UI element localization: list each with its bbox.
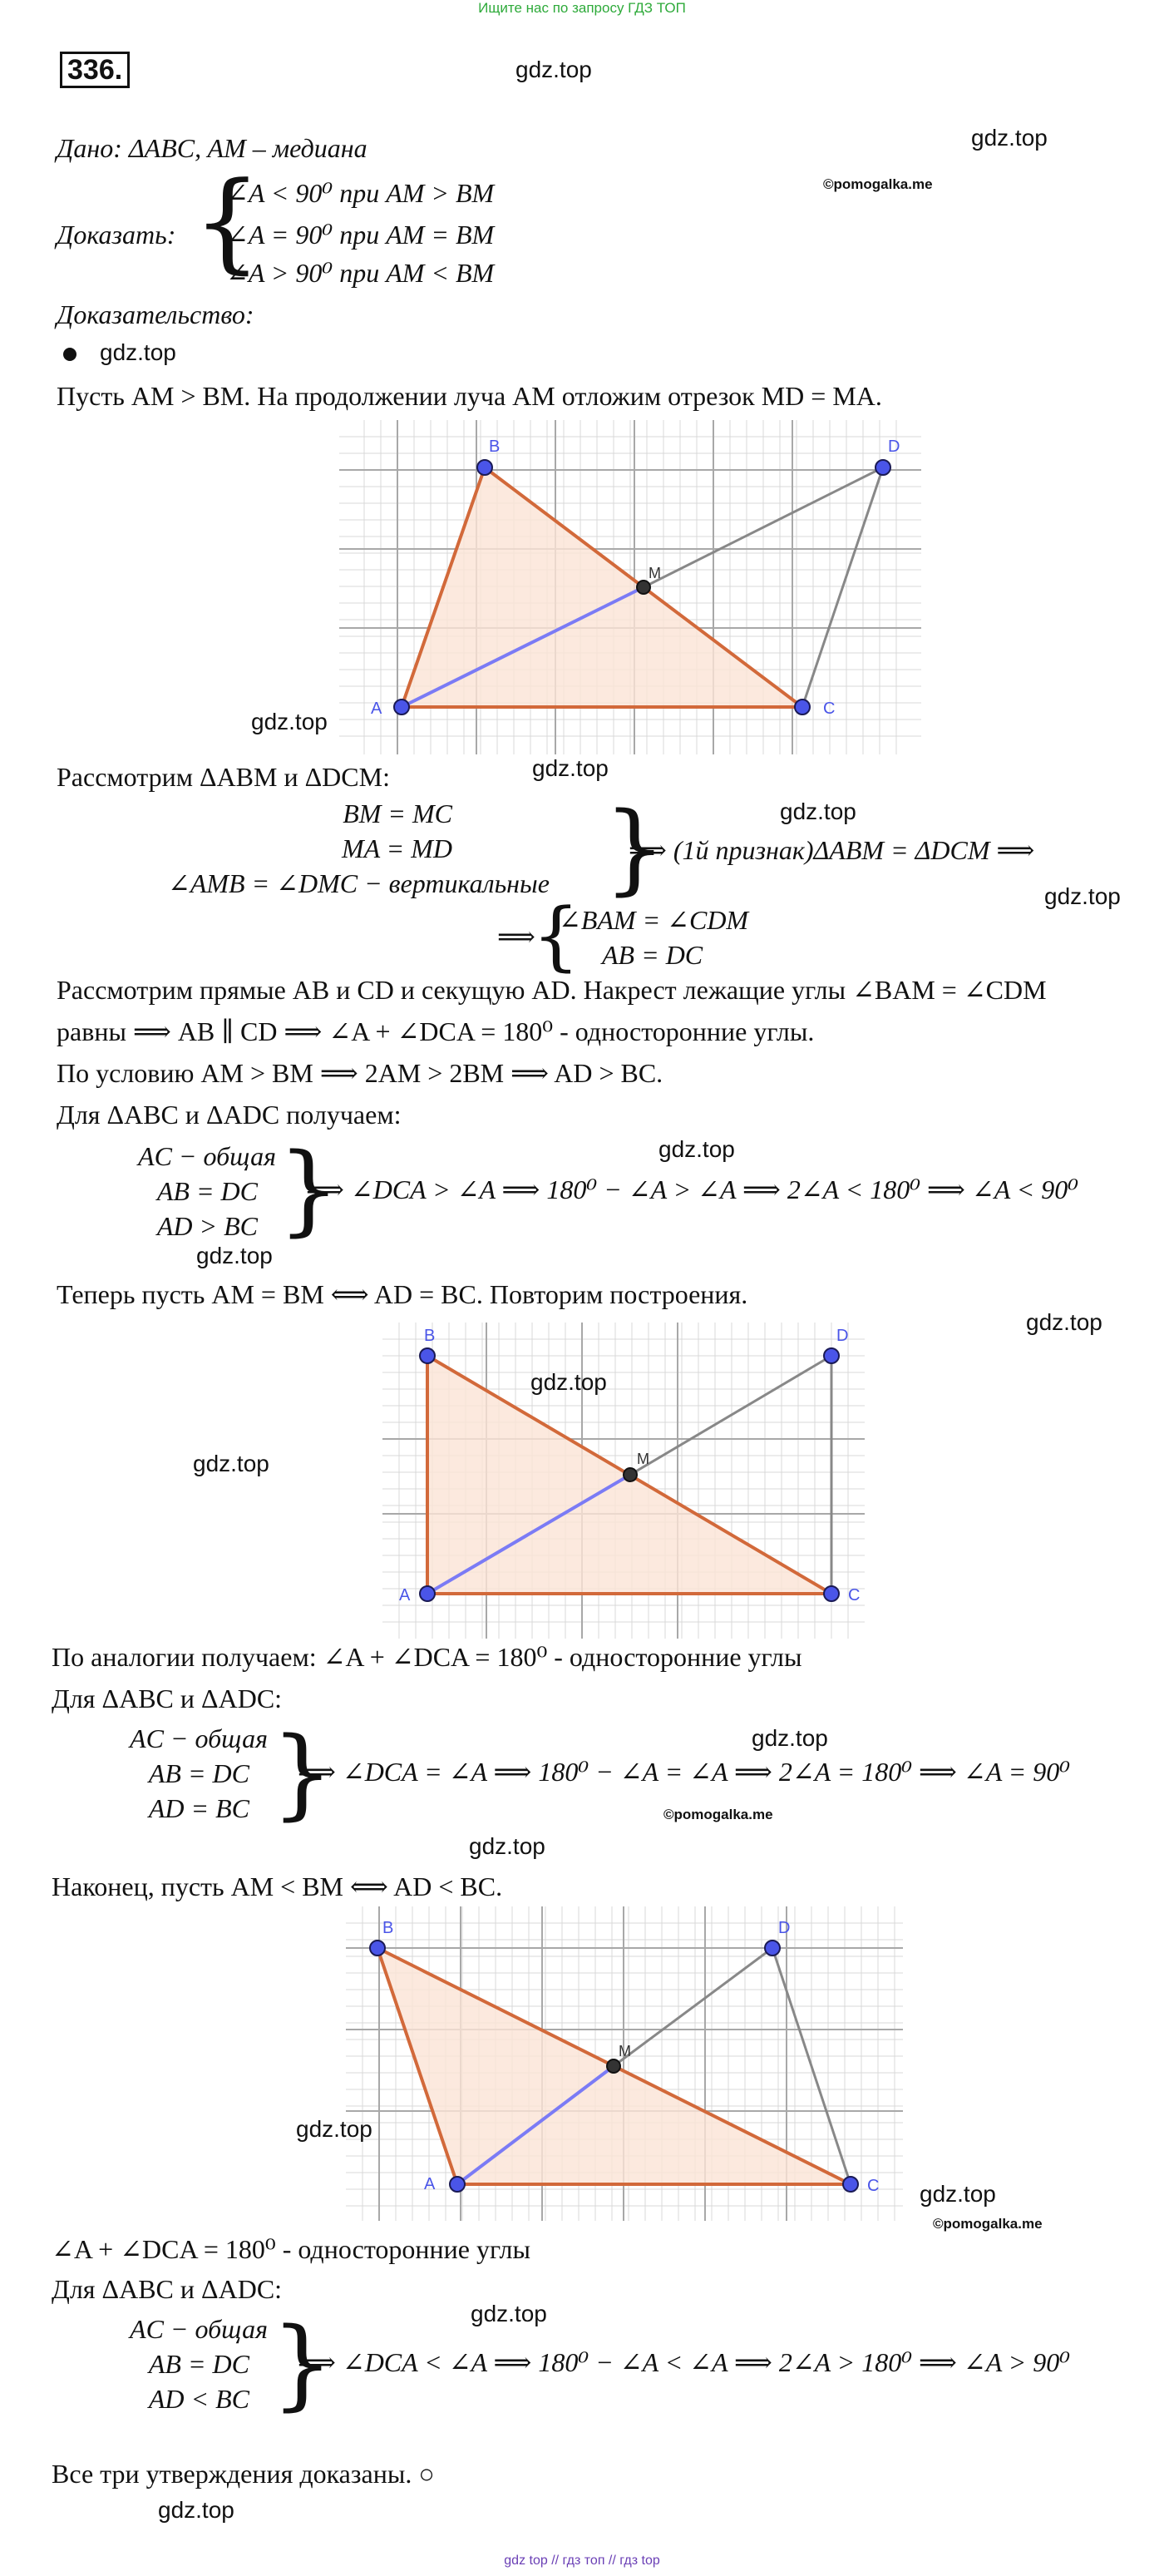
watermark: gdz.top: [251, 709, 328, 734]
given-label: Дано: [57, 133, 114, 163]
label-c: C: [848, 1586, 861, 1604]
point-a: [450, 2177, 465, 2192]
point-a: [394, 700, 409, 714]
case3-sys-brace: }: [271, 2306, 334, 2420]
conclusion: Все три утверждения доказаны. ○: [52, 2459, 435, 2489]
prove-line: ∠A < 90⁰ при AM > BM: [226, 178, 495, 208]
case1-eq-result: ⟹ (1й признак)ΔABM = ΔDCM ⟹: [629, 835, 1035, 865]
watermark: gdz.top: [196, 1243, 273, 1268]
case1-intro: Пусть AM > BM. На продолжении луча AM отложим отрезок MD = MA.: [57, 381, 882, 411]
given-text: : ΔABC, AM – медиана: [113, 133, 367, 163]
case1-conseq-line: ∠BAM = ∠CDM: [559, 905, 749, 935]
label-d: D: [778, 1919, 791, 1937]
case1-conseq-arrow: ⟹: [497, 922, 535, 952]
case2-sys-result: ⟹ ∠DCA = ∠A ⟹ 180⁰ − ∠A = ∠A ⟹ 2∠A = 180⁰ ⟹ ∠A = 90⁰: [298, 1757, 1071, 1787]
watermark-pomogalka: ©pomogalka.me: [933, 2216, 1043, 2232]
case1-eq-line: BM = MC: [343, 799, 452, 828]
label-a: A: [399, 1586, 411, 1604]
prove-line: ∠A > 90⁰ при AM < BM: [226, 258, 495, 288]
watermark: gdz.top: [920, 2181, 996, 2207]
watermark: gdz.top: [1044, 883, 1121, 909]
figure-2: [382, 1323, 865, 1639]
label-b: B: [382, 1919, 394, 1937]
watermark: gdz.top: [752, 1725, 828, 1751]
case1-lines-text: равны ⟹ AB ∥ CD ⟹ ∠A + ∠DCA = 180⁰ - односторонние углы.: [57, 1016, 815, 1046]
label-b: B: [424, 1327, 436, 1345]
watermark: gdz.top: [296, 2116, 372, 2142]
case1-sys-brace: }: [278, 1131, 341, 1246]
label-b: B: [489, 438, 501, 456]
case3-sys-result: ⟹ ∠DCA < ∠A ⟹ 180⁰ − ∠A < ∠A ⟹ 2∠A > 180⁰ ⟹ ∠A > 90⁰: [298, 2347, 1071, 2377]
case1-conseq-line: AB = DC: [602, 940, 703, 970]
case3-intro: Наконец, пусть AM < BM ⟺ AD < BC.: [52, 1871, 503, 1901]
case1-lines-text: Рассмотрим прямые AB и CD и секущую AD. Накрест лежащие углы ∠BAM = ∠CDM: [57, 975, 1047, 1005]
case1-consider: Рассмотрим ΔABM и ΔDCM:: [57, 762, 390, 792]
case3-angle-sum: ∠A + ∠DCA = 180⁰ - односторонние углы: [52, 2234, 530, 2264]
watermark: gdz.top: [780, 799, 856, 824]
point-b: [477, 460, 492, 475]
point-d: [875, 460, 890, 475]
case1-eq-line: ∠AMB = ∠DMC − вертикальные: [168, 868, 550, 898]
watermark: gdz.top: [158, 2497, 234, 2523]
case2-sys-line: AB = DC: [148, 1758, 249, 1788]
point-d: [824, 1348, 839, 1363]
problem-number: 336.: [60, 52, 130, 88]
point-m: [607, 2059, 620, 2073]
label-a: A: [371, 700, 382, 718]
case2-for-text: Для ΔABC и ΔADC:: [52, 1684, 283, 1713]
case1-condition: По условию AM > BM ⟹ 2AM > 2BM ⟹ AD > BC.: [57, 1058, 663, 1088]
case1-sys-line: AC − общая: [138, 1141, 276, 1171]
watermark: gdz.top: [1026, 1309, 1102, 1335]
figure-3: [346, 1906, 903, 2221]
case3-for-text: Для ΔABC и ΔADC:: [52, 2274, 283, 2304]
label-m: M: [649, 565, 661, 581]
watermark-pomogalka: ©pomogalka.me: [823, 176, 933, 192]
figure-1: [339, 420, 921, 754]
case1-sys-result: ⟹ ∠DCA > ∠A ⟹ 180⁰ − ∠A > ∠A ⟹ 2∠A < 180⁰ ⟹ ∠A < 90⁰: [306, 1174, 1079, 1204]
label-m: M: [637, 1451, 649, 1467]
bullet-dot: [63, 348, 76, 361]
bullet-text: gdz.top: [100, 339, 176, 365]
top-banner[interactable]: Ищите нас по запросу ГДЗ ТОП: [478, 0, 686, 16]
case1-sys-line: AB = DC: [156, 1176, 258, 1206]
case1-sys-line: AD > BC: [156, 1211, 258, 1241]
watermark: gdz.top: [471, 2301, 547, 2326]
case1-eq-brace: }: [604, 790, 667, 905]
watermark: gdz.top: [515, 57, 592, 82]
case2-analogy: По аналогии получаем: ∠A + ∠DCA = 180⁰ - односторонние углы: [52, 1642, 802, 1672]
watermark: gdz.top: [971, 125, 1048, 151]
case2-sys-line: AC − общая: [130, 1723, 268, 1753]
point-a: [420, 1586, 435, 1601]
point-d: [765, 1941, 780, 1955]
proof-label: Доказательство:: [57, 299, 254, 329]
segment-md: [614, 1948, 772, 2066]
case2-sys-line: AD = BC: [148, 1793, 249, 1823]
case1-eq-line: MA = MD: [342, 833, 452, 863]
watermark-pomogalka: ©pomogalka.me: [663, 1807, 773, 1822]
segment-md: [630, 1356, 831, 1475]
watermark: gdz.top: [469, 1833, 545, 1859]
point-b: [370, 1941, 385, 1955]
prove-line: ∠A = 90⁰ при AM = BM: [226, 220, 495, 250]
watermark: gdz.top: [658, 1136, 735, 1162]
watermark: gdz.top: [532, 755, 609, 781]
point-c: [824, 1586, 839, 1601]
prove-brace: {: [193, 158, 262, 284]
case2-sys-brace: }: [271, 1715, 334, 1830]
case3-sys-line: AB = DC: [148, 2349, 249, 2379]
case1-conseq-brace: {: [532, 892, 580, 980]
case2-intro: Теперь пусть AM = BM ⟺ AD = BC. Повторим построения.: [57, 1279, 748, 1309]
label-c: C: [823, 700, 836, 718]
label-m: M: [619, 2043, 631, 2059]
point-m: [624, 1468, 637, 1481]
point-m: [637, 581, 650, 594]
watermark: gdz.top: [530, 1369, 607, 1395]
prove-label: Доказать:: [57, 220, 176, 250]
footer-links[interactable]: gdz top // гдз топ // гдз top: [504, 2554, 660, 2568]
point-c: [795, 700, 810, 714]
label-a: A: [424, 2175, 436, 2193]
case3-sys-line: AC − общая: [130, 2314, 268, 2344]
point-b: [420, 1348, 435, 1363]
label-d: D: [888, 438, 900, 456]
case1-for-text: Для ΔABC и ΔADC получаем:: [57, 1100, 402, 1130]
point-c: [843, 2177, 858, 2192]
label-d: D: [836, 1327, 849, 1345]
watermark: gdz.top: [193, 1451, 269, 1476]
label-c: C: [867, 2177, 880, 2195]
case3-sys-line: AD < BC: [148, 2384, 249, 2414]
